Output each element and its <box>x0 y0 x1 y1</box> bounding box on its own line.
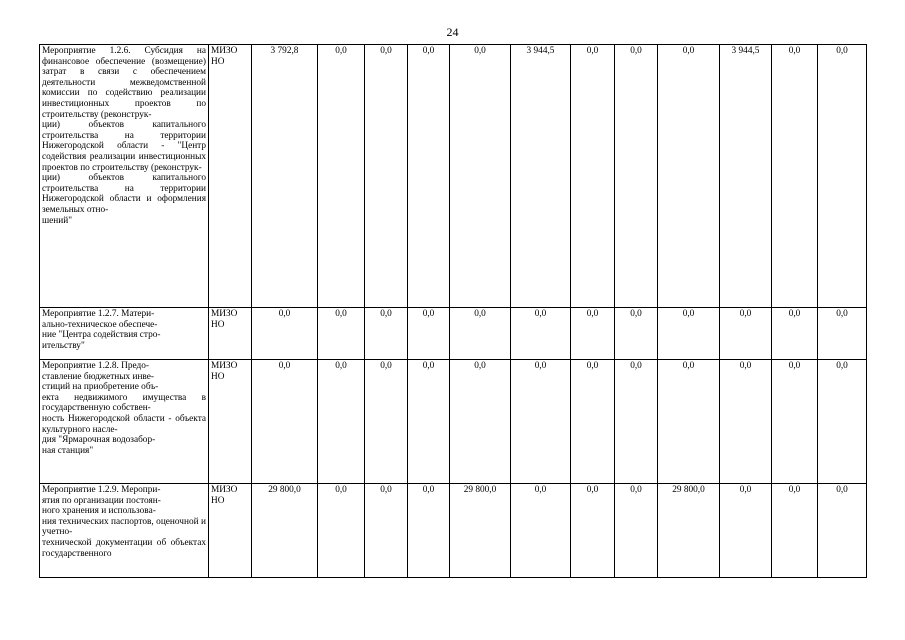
value-cell: 0,0 <box>365 45 408 308</box>
executor-cell: МИЗО НО <box>209 484 252 578</box>
value-cell: 0,0 <box>450 308 511 360</box>
value-cell: 0,0 <box>408 45 450 308</box>
value-cell: 0,0 <box>615 360 658 484</box>
value-cell: 0,0 <box>511 360 571 484</box>
value-cell: 0,0 <box>408 308 450 360</box>
value-cell: 0,0 <box>658 45 720 308</box>
value-cell: 0,0 <box>365 360 408 484</box>
value-cell: 0,0 <box>818 360 867 484</box>
value-cell: 3 944,5 <box>511 45 571 308</box>
value-cell: 0,0 <box>720 360 772 484</box>
value-cell: 0,0 <box>408 360 450 484</box>
table-row <box>40 484 867 578</box>
value-cell: 0,0 <box>571 484 615 578</box>
value-cell: 0,0 <box>408 484 450 578</box>
value-cell: 0,0 <box>450 360 511 484</box>
value-cell: 0,0 <box>365 484 408 578</box>
value-cell: 0,0 <box>252 308 318 360</box>
measure-description: Мероприятие 1.2.7. Матери- ально-техническое обеспече- ние "Центра содействия стро- ительству" <box>40 308 209 360</box>
value-cell: 0,0 <box>571 360 615 484</box>
value-cell: 0,0 <box>772 308 818 360</box>
value-cell: 0,0 <box>571 45 615 308</box>
value-cell: 0,0 <box>772 484 818 578</box>
value-cell: 0,0 <box>318 308 365 360</box>
value-cell: 29 800,0 <box>450 484 511 578</box>
value-cell: 0,0 <box>571 308 615 360</box>
value-cell: 3 944,5 <box>720 45 772 308</box>
value-cell: 0,0 <box>720 484 772 578</box>
value-cell: 0,0 <box>658 308 720 360</box>
value-cell: 0,0 <box>818 484 867 578</box>
value-cell: 0,0 <box>615 45 658 308</box>
value-cell: 0,0 <box>818 45 867 308</box>
value-cell: 0,0 <box>318 45 365 308</box>
value-cell: 0,0 <box>720 308 772 360</box>
page-number: 24 <box>446 25 459 39</box>
value-cell: 0,0 <box>615 484 658 578</box>
measure-description: Мероприятие 1.2.8. Предо- ставление бюджетных инве- стиций на приобретение объ- екта недвижимого имущества в государственную собствен- ность Нижегородской области - объекта культурного насле- дия "Ярмарочная водозабор- ная станция" <box>40 360 209 484</box>
value-cell: 0,0 <box>252 360 318 484</box>
executor-cell: МИЗО НО <box>209 45 252 308</box>
value-cell: 0,0 <box>450 45 511 308</box>
table-body <box>40 45 867 578</box>
value-cell: 0,0 <box>318 360 365 484</box>
value-cell: 3 792,8 <box>252 45 318 308</box>
value-cell: 0,0 <box>818 308 867 360</box>
budget-table <box>39 44 867 578</box>
value-cell: 0,0 <box>615 308 658 360</box>
measure-description: Мероприятие 1.2.9. Меропри- ятия по организации постоян- ного хранения и использова- ния технических паспортов, оценочной и учетно- технической документации об объектах государственного <box>40 484 209 578</box>
table-row <box>40 45 867 308</box>
executor-cell: МИЗО НО <box>209 360 252 484</box>
value-cell: 0,0 <box>511 308 571 360</box>
value-cell: 0,0 <box>318 484 365 578</box>
measure-description: Мероприятие 1.2.6. Субсидия на финансовое обеспечение (возмещение) затрат в связи с обеспечением деятельности межведомственной комиссии по содействию реализации инвестиционных проектов по строительству (реконструк- ции) объектов капитального строительства на территории Нижегородской области - "Центр содействия реализации инвестиционных проектов по строительству (реконструк- ции) объектов капитального строительства на территории Нижегородской области и оформления земельных отно- шений" <box>40 45 209 308</box>
value-cell: 0,0 <box>772 45 818 308</box>
table-row <box>40 308 867 360</box>
value-cell: 0,0 <box>511 484 571 578</box>
value-cell: 0,0 <box>772 360 818 484</box>
value-cell: 0,0 <box>365 308 408 360</box>
value-cell: 29 800,0 <box>658 484 720 578</box>
table-row <box>40 360 867 484</box>
value-cell: 0,0 <box>658 360 720 484</box>
executor-cell: МИЗО НО <box>209 308 252 360</box>
value-cell: 29 800,0 <box>252 484 318 578</box>
